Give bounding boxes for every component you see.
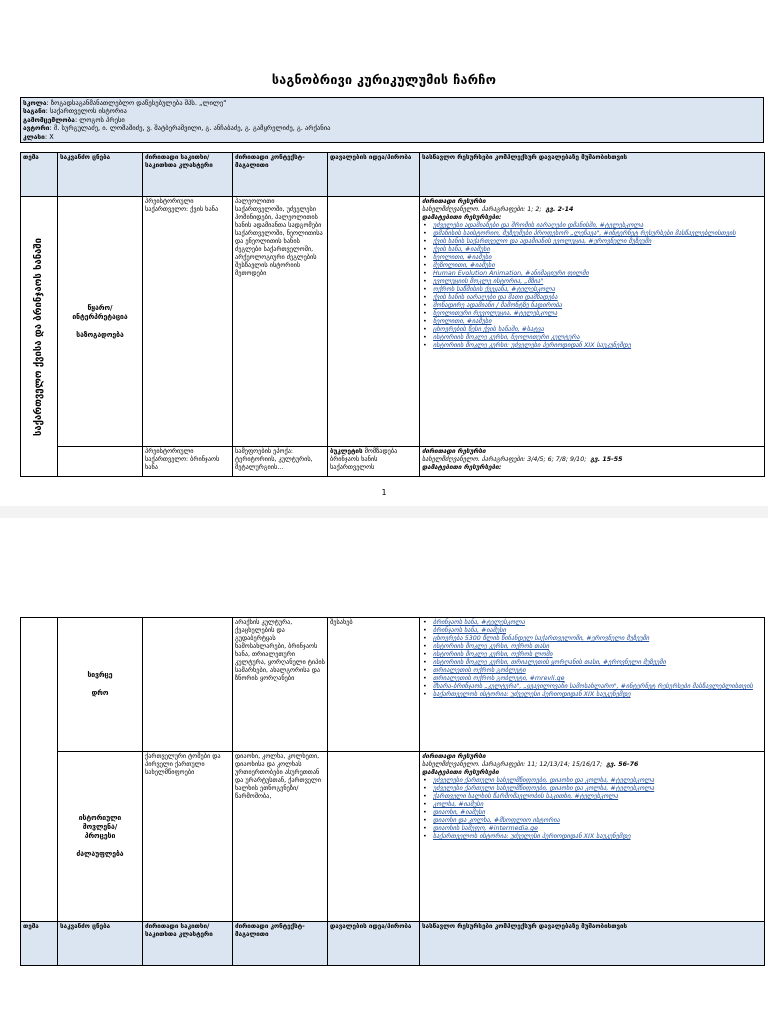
resource-link[interactable]: • ოქროს საწმისის ქვეყანა, #ტელესკოლა <box>422 286 762 294</box>
concept-cell <box>58 197 143 447</box>
resource-link[interactable]: • ბრინჯაოს ხანა, #ტელესკოლა <box>422 619 762 627</box>
concept-line: ძალაუფლება <box>76 850 124 858</box>
header-questions: ძირითადი საკითხი/საკითხთა კლასტერი <box>143 153 233 197</box>
concept-line: საზოგადოება <box>76 330 124 339</box>
header-concept: საკვანძო ცნება <box>58 153 143 197</box>
info-subject: საგანი: საქართველოს ისტორია <box>23 107 127 116</box>
resource-link[interactable]: • ნეოლითი, #იამუსი <box>422 318 762 326</box>
info-block <box>20 97 764 143</box>
resources-book: სახელმძღვანელო. პარაგრაფები: 11; 12/13/14; 15/16/17; <box>422 761 603 768</box>
concept-cell <box>58 752 143 922</box>
task-cell <box>328 197 420 447</box>
resource-link[interactable]: • ისტორიის მოკლე კურსი, თრიალეთის ყორღანის თასი, #ეროვნული მუზეუმი <box>422 659 762 667</box>
document-page-2 <box>0 512 768 1024</box>
info-publisher: გამომცემლობა: ლოგოს პრესი <box>23 115 125 124</box>
context-cell: სამეფოების ეპოქა: ტერიტორიის, კულტურის, მეტალურგიის... <box>233 447 328 477</box>
resource-link[interactable]: • ნეოლითი, #იამუსი <box>422 254 762 262</box>
resource-link[interactable]: • უძველესი ადამიანები და შრომის იარაღები დმანისში, #ტელესკოლა <box>422 222 762 230</box>
resource-link[interactable]: • ევოლუციის მოკლე ისტორია, „მზია" <box>422 278 762 286</box>
concept-line: წყარო/ <box>87 303 113 312</box>
info-authors: ავტორი: მ. სურგულაძე, ი. ლომაშიძე, ვ. შატბერაშვილი, გ. ანჩაბაძე, გ. გამყრელიძე, გ. არქანია <box>23 124 331 133</box>
resource-link[interactable]: • შხარა-ბრინჯაოს „კულტურა", „ყვავილოვანი სამოსახლარო", #ინტერნეტ რესურსები მასწავლებლისთვის <box>422 683 762 691</box>
resources-pages: გვ. 56-76 <box>606 761 639 768</box>
table-row <box>21 618 765 752</box>
resource-link[interactable]: • დიაოხი, #იამუსი <box>422 809 762 817</box>
resource-links <box>422 619 762 699</box>
resource-link[interactable]: • ცხოვრება 5300 წლის წინანდელ საქართველოში, #ეროვნული მუზეუმი <box>422 635 762 643</box>
resource-link[interactable]: • საქართველოს ისტორია: უძველესი პერიოდიდან XIX საუკუნემდე <box>422 833 762 841</box>
resources-cell <box>420 618 765 752</box>
resource-link[interactable]: • ისტორიის მოკლე კურსი, ოქროს ლომი <box>422 651 762 659</box>
task-text: მომზადება ბრინჯაოს ხანის საქართველოს <box>330 448 398 471</box>
header-resources: სასწავლო რესურსები კომპლექსურ დავალებაზე მუშაობისთვის <box>420 922 765 966</box>
resource-link[interactable]: • ბრინჯაოს ხანა, #იამუსი <box>422 627 762 635</box>
table-row <box>21 752 765 922</box>
context-cell: პალეოლითი საქართველოში, უძველესი ჰომინიდები, პალეოლითის ხანის ადამიანთა სადგომები საქართველოში, ნეოლითისა და ენეოლითის ხანის ძეგლები საქართველოში, არქეოლოგიური ძეგლების შესწავლის ისტორიის მეთოდები <box>233 197 328 447</box>
resource-link[interactable]: • დიაოხის სამეფო, #intermedia.ge <box>422 825 762 833</box>
task-cell <box>328 447 420 477</box>
header-theme: თემა <box>21 922 58 966</box>
resource-link[interactable]: • ისტორიის მოკლე კურსი, ოქროს თასი <box>422 643 762 651</box>
table-row <box>21 447 765 477</box>
question-cell: პრეისტორიული საქართველო: ბრინჯაოს ხანა <box>143 447 233 477</box>
resource-link[interactable]: • ცხოვრების წესი ქვის ხანაში, #სატვა <box>422 326 762 334</box>
header-resources: სასწავლო რესურსები კომპლექსურ დავალებაზე მუშაობისთვის <box>420 153 765 197</box>
resource-link[interactable]: • უძველესი ქართული სახელმწიფოები, დიაოხი და კოლხა, #ტელესკოლა <box>422 777 762 785</box>
resource-link[interactable]: • დმანისის საისტორიო, მუზეუმები პროფესორ „ლეჩავა", #ინტერნეტ რესურსები მასწავლებლისთვის <box>422 230 762 238</box>
resource-links <box>422 222 762 350</box>
resource-link[interactable]: • თრიალეთის ოქროს გობლეტი, #mrevli.ge <box>422 675 762 683</box>
resources-title: ძირითადი რესურსი <box>422 753 486 760</box>
concept-line: ინტერპრეტაცია <box>72 312 128 321</box>
concept-line: დრო <box>91 689 109 697</box>
header-questions: ძირითადი საკითხი/საკითხთა კლასტერი <box>143 922 233 966</box>
concept-line: სივრცე <box>87 671 113 679</box>
concept-line: ისტორიული <box>78 814 122 822</box>
header-concept: საკვანძო ცნება <box>58 922 143 966</box>
header-context: ძირითადი კონტექსტ-მაგალითი <box>233 153 328 197</box>
resource-link[interactable]: • ქვის ხანის იარაღები და მათი დამზადება <box>422 294 762 302</box>
header-task: დავალების იდეა/პირობა <box>328 922 420 966</box>
resource-link[interactable]: • ქვის ხანის საქართველო და ადამიანის ევოლუცია, #ეროვნული მუზეუმი <box>422 238 762 246</box>
resources-title: ძირითადი რესურსი <box>422 448 486 455</box>
info-school: სკოლა: ზოგადსაგანმანათლებლო დაწესებულება შპს. „ლილე" <box>23 99 227 107</box>
theme-cell <box>21 618 58 922</box>
resources-pages: გვ. 15-55 <box>590 456 623 463</box>
extra-resources-title: დამატებითი რესურსები: <box>422 214 502 221</box>
concept-cell <box>58 447 143 477</box>
resource-link[interactable]: • ისტორიის მოკლე კურსი: უძველესი პერიოდიდან XIX საუკუნემდე <box>422 342 762 350</box>
task-cell <box>328 752 420 922</box>
curriculum-table-page-1 <box>20 152 765 477</box>
resource-link[interactable]: • მონადირე ადამიანი / მამონტზე ნადირობა <box>422 302 762 310</box>
resource-link[interactable]: • ქვის ხანა, #იამუსი <box>422 246 762 254</box>
table-header-row <box>21 922 765 966</box>
question-cell <box>143 618 233 752</box>
concept-line: მოვლენა/ <box>82 823 118 831</box>
resources-book: სახელმძღვანელო. პარაგრაფები: 3/4/5; 6; 7/8; 9/10; <box>422 456 587 463</box>
resource-link[interactable]: • ისტორიის მოკლე კურსი, ნეოლითური კულტურა <box>422 334 762 342</box>
resource-link[interactable]: • ნეოლითური რევოლუცია, #ტელესკოლა <box>422 310 762 318</box>
curriculum-table-page-2 <box>20 617 765 966</box>
resources-cell <box>420 447 765 477</box>
theme-vertical-title: საქართველო ქვისა და ბრინჯაოს ხანაში <box>33 237 44 436</box>
theme-cell <box>21 197 58 477</box>
task-cell: შესახებ <box>328 618 420 752</box>
page-number: 1 <box>381 488 387 497</box>
header-theme: თემა <box>21 153 58 197</box>
resource-link[interactable]: • Human Evolution Animation, #ანიმაციური ფილმი <box>422 270 762 278</box>
resources-title: ძირითადი რესურსი <box>422 198 486 205</box>
concept-cell <box>58 618 143 752</box>
extra-resources-title: დამატებითი რესურსები <box>422 769 499 776</box>
resource-link[interactable]: • კოლხა, #იამუსი <box>422 801 762 809</box>
resources-pages: გვ. 2-14 <box>545 206 574 213</box>
resource-link[interactable]: • საქართველოს ისტორია: უძველესი პერიოდიდან XIX საუკუნემდე <box>422 691 762 699</box>
info-grade: კლასი: X <box>23 132 54 141</box>
task-title: ბუკლეტის <box>330 448 363 455</box>
resource-link[interactable]: • დიაოხი და კოლხა, #მსოფლიო ისტორია <box>422 817 762 825</box>
resources-cell <box>420 197 765 447</box>
table-row <box>21 197 765 447</box>
header-context: ძირითადი კონტექსტ-მაგალითი <box>233 922 328 966</box>
question-cell: პრეისტორიული საქართველო: ქვის ხანა <box>143 197 233 447</box>
resources-cell <box>420 752 765 922</box>
table-header-row <box>21 153 765 197</box>
context-cell: დიაოხი, კოლხა, კოლხეთი, დიაოხისა და კოლხას ურთიერთობები ასურეთთან და ურარტუსთან, ქართველი ხალხის ეთნოგენეზი/წარმოშობა, <box>233 752 328 922</box>
concept-line: პროცესი <box>84 832 116 840</box>
context-cell: არაქსის კულტურა, ქვაცხელების და გუდაბერტყას ნამოსახლარები, ბრინჯაოს ხანა, თრიალეთური კულტურა, ყორღანული ტიპის სამარხები, ახალგორისა და ზნორის ყორღანები <box>233 618 328 752</box>
resource-link[interactable]: • მეზოლითი, #იამუსი <box>422 262 762 270</box>
document-title: საგნობრივი კურიკულუმის ჩარჩო <box>271 72 497 87</box>
resource-link[interactable]: • უძველესი ქართული სახელმწიფოები, დიაოხი და კოლხა, #ტელესკოლა <box>422 785 762 793</box>
extra-resources-title: დამატებითი რესურსები: <box>422 464 502 471</box>
header-task: დავალების იდეა/პირობა <box>328 153 420 197</box>
resources-book: სახელმძღვანელო. პარაგრაფები: 1; 2; <box>422 206 542 213</box>
question-cell: ქართველური ტომები და პირველი ქართული სახელმწიფოები <box>143 752 233 922</box>
resource-link[interactable]: • თრიალეთის ოქროს გობლეტი <box>422 667 762 675</box>
resource-links <box>422 777 762 841</box>
resource-link[interactable]: • ქართველი ხალხის წარმომავლობის საკითხი, #ტელესკოლა <box>422 793 762 801</box>
